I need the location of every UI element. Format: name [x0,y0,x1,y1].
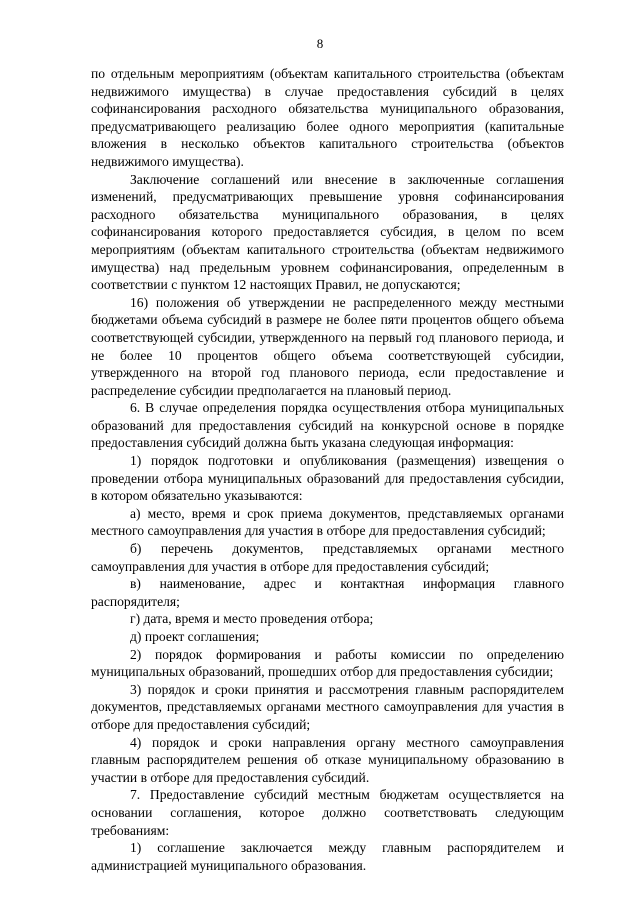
paragraph-item-1-notice: 1) порядок подготовки и опубликования (размещения) извещения о проведении отбора муниципальных образований для предоставления субсидии, в котором обязательно указываются: [91,453,564,504]
paragraph-subitem-d: д) проект соглашения; [130,629,260,644]
paragraph-cofinancing-limit: Заключение соглашений или внесение в заключенные соглашения изменений, предусматривающих превышение уровня софинансирования расходного обязательства муниципального образования, в целях софинансирования которого предоставляется субсидия, в целом по всем мероприятиям (объектам капитального строительства (объектам недвижимого имущества) над предельным уровнем софинансирования, определенным в соответствии с пунктом 12 настоящих Правил, не допускаются; [91,171,564,293]
page-number: 8 [316,36,324,51]
paragraph-item-1-agreement: 1) соглашение заключается между главным распорядителем и администрацией муниципального образования. [91,840,564,873]
paragraph-section-6: 6. В случае определения порядка осуществления отбора муниципальных образований для предоставления субсидий на конкурсной основе в порядке предоставления субсидий должна быть указана следующая информация: [91,400,564,451]
paragraph-subitem-v: в) наименование, адрес и контактная информация главного распорядителя; [91,576,564,609]
paragraph-item-2-commission: 2) порядок формирования и работы комиссии по определению муниципальных образований, прошедших отбор для предоставления субсидии; [91,646,564,680]
paragraph-subitem-a: а) место, время и срок приема документов, представляемых органами местного самоуправления для участия в отборе для предоставления субсидий; [91,505,564,539]
paragraph-subitem-g: г) дата, время и место проведения отбора; [130,611,374,627]
document-body [91,65,564,874]
paragraph-continuation: по отдельным мероприятиям (объектам капитального строительства (объектам недвижимого имущества) в случае предоставления субсидий в целях софинансирования расходного обязательства муниципального образования, предусматривающего реализацию более одного мероприятия (капитальные вложения в несколько объектов капитального строительства (объектов недвижимого имущества). [91,66,564,169]
paragraph-section-7: 7. Предоставление субсидий местным бюджетам осуществляется на основании соглашения, которое должно соответствовать следующим требованиям: [91,787,564,838]
paragraph-subitem-b: б) перечень документов, представляемых органами местного самоуправления для участия в отборе для предоставления субсидий; [91,541,564,574]
paragraph-item-3-review: 3) порядок и сроки принятия и рассмотрения главным распорядителем документов, представляемых органами местного самоуправления для участия в отборе для предоставления субсидий; [91,681,564,732]
paragraph-item-16: 16) положения об утверждении не распределенного между местными бюджетами объема субсидий в размере не более пяти процентов общего объема соответствующей субсидии, утвержденного на первый год планового периода, и не более 10 процентов общего объема соответствующей субсидии, утвержденного на второй год планового периода, если предоставление и распределение субсидии предполагается на плановый период. [91,294,564,398]
paragraph-item-4-refusal: 4) порядок и сроки направления органу местного самоуправления главным распорядителем решения об отказе муниципальному образованию в участии в отборе для предоставления субсидий. [91,734,564,785]
